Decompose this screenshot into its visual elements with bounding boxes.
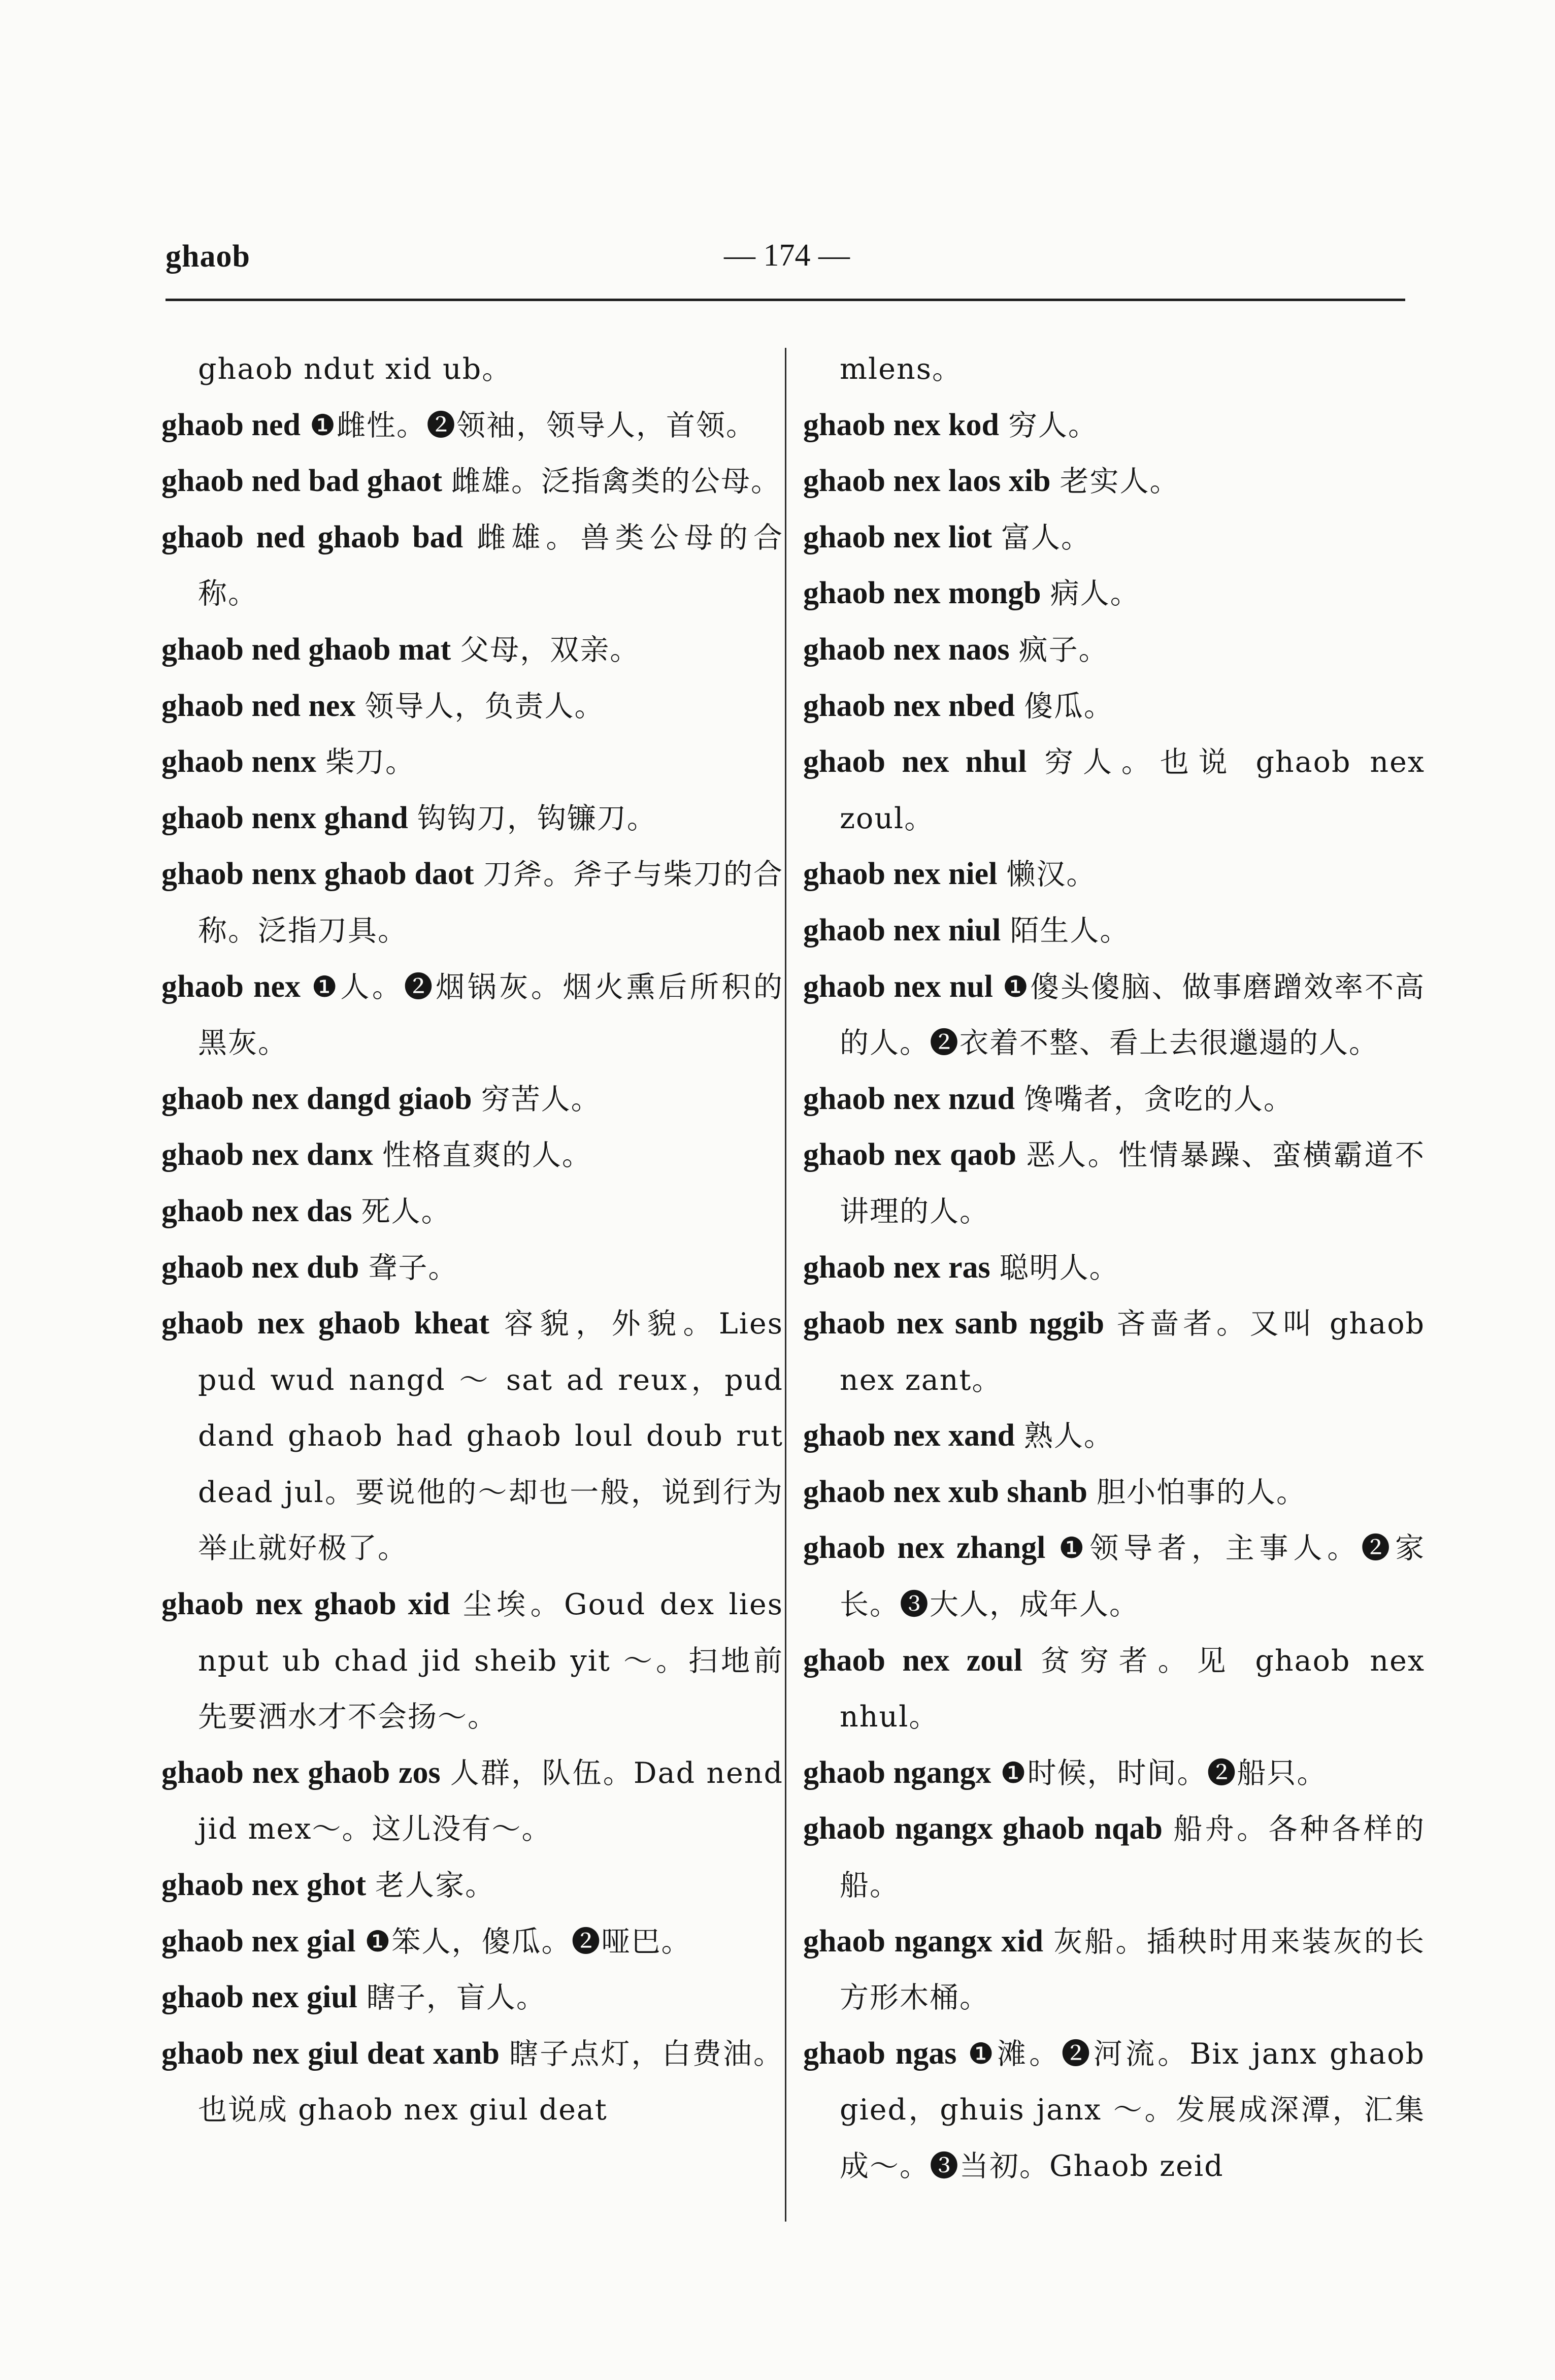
entry-definition: ❶时候，时间。❷船只。 bbox=[1000, 1756, 1327, 1790]
entry-definition: 领导人，负责人。 bbox=[365, 689, 605, 723]
entry-headword: ghaob nex kod bbox=[803, 407, 999, 442]
dictionary-entry bbox=[803, 510, 1425, 566]
entry-headword: ghaob nex dub bbox=[161, 1250, 359, 1285]
entry-headword: ghaob nex liot bbox=[803, 519, 992, 555]
entry-definition: 富人。 bbox=[1001, 520, 1091, 555]
entry-headword: ghaob nex bbox=[161, 969, 301, 1004]
entry-definition: 恶人。性情暴躁、蛮横霸道不讲理的人。 bbox=[840, 1138, 1426, 1228]
entry-definition: 聋子。 bbox=[368, 1251, 458, 1285]
entry-headword: ghaob ngangx xid bbox=[803, 1923, 1043, 1959]
dictionary-entry bbox=[803, 341, 1425, 398]
page-number: — 174 — bbox=[724, 238, 850, 273]
entry-headword: ghaob nex nbed bbox=[803, 688, 1015, 723]
entry-definition: 船舟。各种各样的船。 bbox=[840, 1812, 1425, 1903]
dictionary-entry bbox=[161, 510, 783, 622]
dictionary-entry bbox=[161, 678, 783, 735]
entry-definition: 钩钩刀，钩镰刀。 bbox=[417, 801, 657, 835]
dictionary-entry bbox=[161, 453, 783, 510]
dictionary-entry bbox=[803, 1240, 1425, 1296]
dictionary-entry bbox=[803, 1801, 1425, 1913]
dictionary-entry bbox=[803, 1127, 1425, 1240]
entry-headword: ghaob ngangx ghaob nqab bbox=[803, 1811, 1163, 1846]
entry-definition: ❶雌性。❷领袖，领导人，首领。 bbox=[309, 408, 756, 442]
dictionary-entry bbox=[803, 453, 1425, 510]
entry-headword: ghaob nex nzud bbox=[803, 1081, 1015, 1116]
entry-definition: 容貌，外貌。Lies pud wud nangd ～ sat ad reux，pud dand ghaob had ghaob loul doub rut dead jul。要说他的～却也一般，说到行为举止就好极了。 bbox=[198, 1307, 783, 1566]
dictionary-entry bbox=[161, 398, 783, 454]
entry-definition: 吝啬者。又叫 ghaob nex zant。 bbox=[840, 1307, 1425, 1397]
entry-definition: 瞎子，盲人。 bbox=[366, 1981, 546, 2015]
entry-headword: ghaob nex qaob bbox=[803, 1137, 1017, 1172]
entry-definition: 穷人。也说 ghaob nex zoul。 bbox=[840, 745, 1425, 835]
entry-definition: ❶领导者，主事人。❷家长。❸大人，成年人。 bbox=[840, 1531, 1425, 1622]
entry-definition: 疯子。 bbox=[1018, 633, 1109, 667]
entry-definition: 傻瓜。 bbox=[1023, 689, 1114, 723]
entry-definition: 老人家。 bbox=[375, 1869, 495, 1903]
dictionary-entry bbox=[161, 1914, 783, 1970]
dictionary-entry bbox=[161, 622, 783, 678]
dictionary-entry bbox=[803, 398, 1425, 454]
entry-headword: ghaob nex ghaob xid bbox=[161, 1587, 450, 1622]
right-column bbox=[803, 341, 1425, 2195]
dictionary-entry bbox=[161, 341, 783, 398]
dictionary-entry bbox=[803, 1520, 1425, 1633]
entry-headword: ghaob nex nul bbox=[803, 969, 993, 1004]
entry-definition: mlens。 bbox=[840, 352, 962, 386]
column-divider bbox=[785, 348, 786, 2222]
left-column bbox=[161, 341, 783, 2138]
dictionary-entry bbox=[803, 1408, 1425, 1464]
entry-definition: 胆小怕事的人。 bbox=[1097, 1475, 1306, 1509]
entry-headword: ghaob ned ghaob bad bbox=[161, 519, 464, 555]
entry-headword: ghaob nex dangd giaob bbox=[161, 1081, 472, 1116]
entry-headword: ghaob ned bbox=[161, 407, 301, 442]
entry-definition: 刀斧。斧子与柴刀的合称。泛指刀具。 bbox=[198, 858, 784, 948]
entry-definition: ❶傻头傻脑、做事磨蹭效率不高的人。❷衣着不整、看上去很邋遢的人。 bbox=[840, 970, 1425, 1060]
entry-headword: ghaob nex xub shanb bbox=[803, 1474, 1087, 1509]
dictionary-entry bbox=[161, 791, 783, 847]
dictionary-entry bbox=[161, 1577, 783, 1745]
entry-headword: ghaob nex niel bbox=[803, 857, 998, 892]
entry-headword: ghaob nex ghot bbox=[161, 1868, 367, 1903]
header-rule bbox=[166, 299, 1405, 301]
entry-headword: ghaob nex das bbox=[161, 1193, 352, 1228]
dictionary-entry bbox=[803, 566, 1425, 622]
dictionary-entry bbox=[161, 2026, 783, 2138]
entry-headword: ghaob nex zhangl bbox=[803, 1530, 1046, 1566]
entry-headword: ghaob nex giul bbox=[161, 1980, 357, 2015]
entry-definition: ❶滩。❷河流。Bix janx ghaob gied，ghuis janx ～。发展成深潭，汇集成～。❸当初。Ghaob zeid bbox=[840, 2037, 1425, 2183]
dictionary-entry bbox=[161, 1184, 783, 1240]
entry-definition: 病人。 bbox=[1050, 577, 1140, 611]
entry-definition: ghaob ndut xid ub。 bbox=[198, 352, 512, 386]
entry-headword: ghaob nex mongb bbox=[803, 576, 1041, 611]
entry-headword: ghaob ngas bbox=[803, 2036, 957, 2071]
entry-headword: ghaob nex sanb nggib bbox=[803, 1306, 1105, 1341]
entry-definition: 穷人。 bbox=[1008, 408, 1098, 442]
entry-definition: 人群，队伍。Dad nend jid mex～。这儿没有～。 bbox=[198, 1756, 783, 1846]
entry-headword: ghaob ned bad ghaot bbox=[161, 464, 443, 499]
dictionary-entry bbox=[803, 734, 1425, 846]
entry-headword: ghaob nenx ghand bbox=[161, 800, 408, 835]
entry-definition: 熟人。 bbox=[1023, 1419, 1114, 1453]
dictionary-entry bbox=[161, 1240, 783, 1296]
entry-headword: ghaob nex ras bbox=[803, 1250, 990, 1285]
entry-headword: ghaob nex zoul bbox=[803, 1643, 1022, 1678]
entry-headword: ghaob nenx ghaob daot bbox=[161, 857, 474, 892]
entry-headword: ghaob nex danx bbox=[161, 1137, 373, 1172]
entry-definition: 聪明人。 bbox=[999, 1251, 1119, 1285]
entry-headword: ghaob ned ghaob mat bbox=[161, 632, 451, 667]
dictionary-entry bbox=[161, 1071, 783, 1128]
entry-definition: 瞎子点灯，白费油。也说成 ghaob nex giul deat bbox=[198, 2037, 783, 2127]
entry-headword: ghaob nex naos bbox=[803, 632, 1010, 667]
dictionary-entry bbox=[161, 959, 783, 1071]
dictionary-entry bbox=[803, 1914, 1425, 2026]
entry-definition: 性格直爽的人。 bbox=[382, 1138, 592, 1172]
dictionary-entry bbox=[803, 622, 1425, 678]
entry-definition: 馋嘴者，贪吃的人。 bbox=[1023, 1082, 1294, 1116]
entry-definition: 雌雄。泛指禽类的公母。 bbox=[451, 465, 781, 499]
dictionary-entry bbox=[803, 2026, 1425, 2195]
entry-headword: ghaob nex nhul bbox=[803, 744, 1027, 779]
entry-definition: ❶人。❷烟锅灰。烟火熏后所积的黑灰。 bbox=[198, 970, 783, 1060]
entry-headword: ghaob ngangx bbox=[803, 1755, 991, 1790]
dictionary-entry bbox=[161, 1745, 783, 1857]
dictionary-entry bbox=[803, 678, 1425, 735]
dictionary-entry bbox=[161, 734, 783, 791]
entry-headword: ghaob nex xand bbox=[803, 1418, 1015, 1453]
dictionary-entry bbox=[803, 959, 1425, 1071]
dictionary-entry bbox=[161, 1127, 783, 1184]
dictionary-entry bbox=[803, 903, 1425, 959]
entry-definition: 贫穷者。见 ghaob nex nhul。 bbox=[840, 1644, 1425, 1734]
dictionary-entry bbox=[161, 1857, 783, 1914]
dictionary-entry bbox=[803, 1633, 1425, 1745]
entry-headword: ghaob nex ghaob kheat bbox=[161, 1306, 489, 1341]
entry-definition: 雌雄。兽类公母的合称。 bbox=[198, 520, 783, 611]
entry-headword: ghaob nenx bbox=[161, 744, 316, 779]
entry-definition: 老实人。 bbox=[1060, 465, 1180, 499]
dictionary-entry bbox=[803, 846, 1425, 903]
running-head-guide-word: ghaob bbox=[166, 239, 250, 274]
entry-definition: 懒汉。 bbox=[1006, 858, 1097, 892]
entry-definition: 父母，双亲。 bbox=[460, 633, 640, 667]
entry-definition: 灰船。插秧时用来装灰的长方形木桶。 bbox=[840, 1925, 1426, 2015]
dictionary-entry bbox=[803, 1071, 1425, 1128]
entry-definition: ❶笨人，傻瓜。❷哑巴。 bbox=[365, 1925, 691, 1959]
dictionary-entry bbox=[803, 1464, 1425, 1521]
entry-headword: ghaob nex gial bbox=[161, 1923, 356, 1959]
entry-definition: 穷苦人。 bbox=[481, 1082, 601, 1116]
entry-headword: ghaob nex laos xib bbox=[803, 464, 1051, 499]
dictionary-entry bbox=[803, 1745, 1425, 1802]
entry-definition: 尘埃。Goud dex lies nput ub chad jid sheib yit ～。扫地前先要洒水才不会扬～。 bbox=[198, 1588, 783, 1734]
entry-definition: 柴刀。 bbox=[325, 745, 415, 779]
dictionary-entry bbox=[161, 846, 783, 959]
entry-headword: ghaob nex giul deat xanb bbox=[161, 2036, 500, 2071]
entry-headword: ghaob nex niul bbox=[803, 912, 1001, 948]
dictionary-entry bbox=[803, 1296, 1425, 1408]
entry-definition: 死人。 bbox=[361, 1194, 451, 1228]
dictionary-entry bbox=[161, 1296, 783, 1577]
entry-headword: ghaob ned nex bbox=[161, 688, 356, 723]
entry-definition: 陌生人。 bbox=[1010, 914, 1130, 948]
dictionary-entry bbox=[161, 1970, 783, 2026]
entry-headword: ghaob nex ghaob zos bbox=[161, 1755, 441, 1790]
